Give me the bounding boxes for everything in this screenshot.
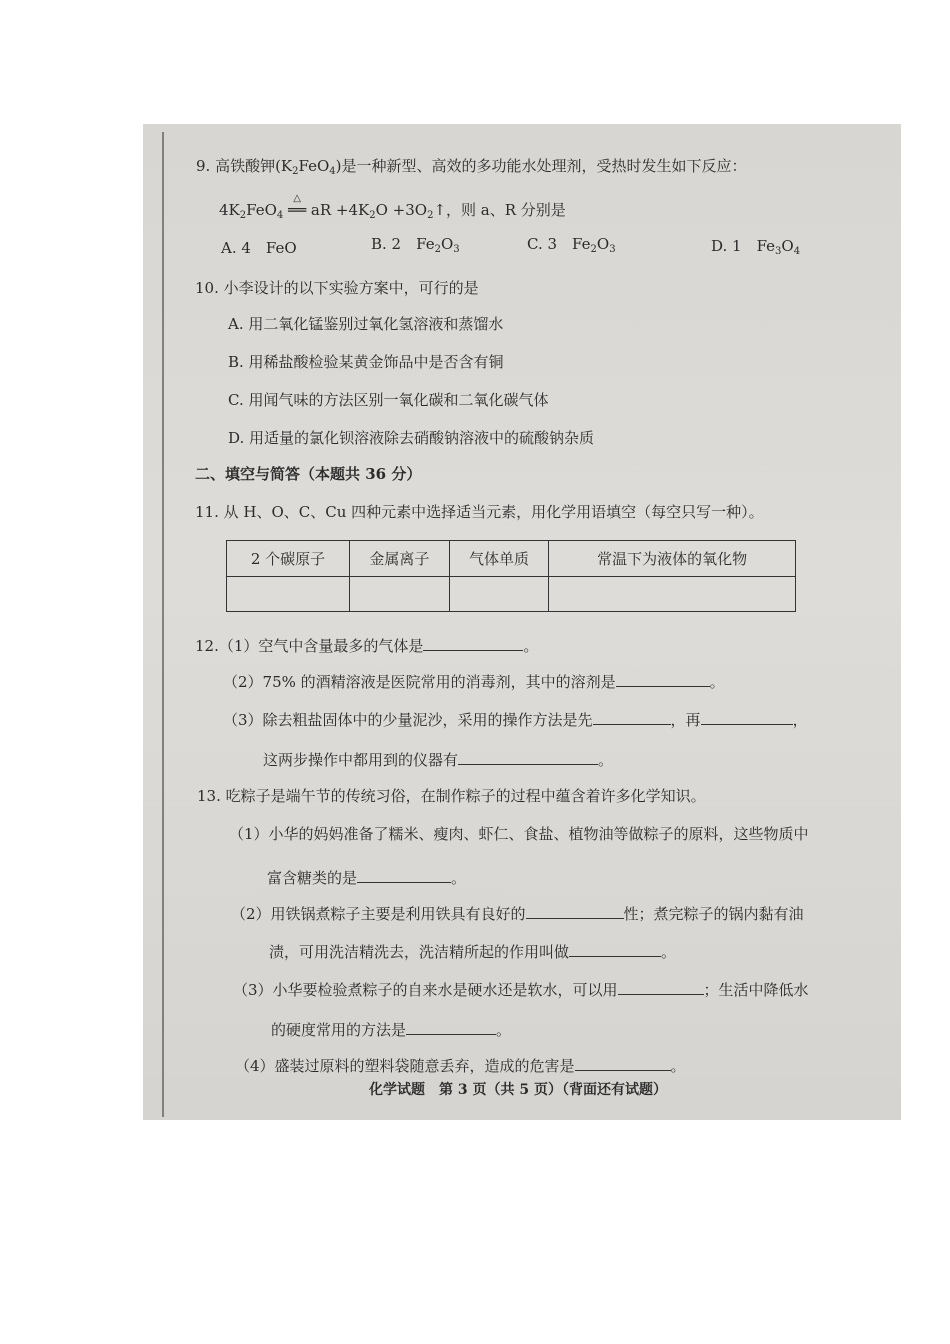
q10-stem: 10. 小李设计的以下实验方案中，可行的是 — [195, 279, 479, 297]
answer-blank[interactable] — [593, 710, 671, 725]
q13-part2-cont: 渍，可用洗洁精洗去，洗洁精所起的作用叫做 。 — [269, 943, 677, 961]
q9-stem: 9. 高铁酸钾$(K_2FeO_4)$是一种新型、高效的多功能水处理剂，受热时发生如下反应： — [196, 157, 747, 177]
q12-part3-cont: 这两步操作中都用到的仪器有 。 — [263, 751, 614, 769]
answer-blank[interactable] — [616, 672, 710, 687]
q9-option-b: B. 2 $Fe_2O_3$ — [371, 235, 460, 255]
q12-part3: （3）除去粗盐固体中的少量泥沙，采用的操作方法是先 ，再 ， — [223, 711, 808, 729]
q9-option-c: C. 3 $Fe_2O_3$ — [527, 235, 616, 255]
table-header-cell: 2 个碳原子 — [227, 541, 350, 577]
answer-blank[interactable] — [575, 1056, 671, 1071]
q13-stem: 13. 吃粽子是端午节的传统习俗，在制作粽子的过程中蕴含着许多化学知识。 — [197, 787, 706, 805]
exam-page-photo — [143, 124, 901, 1120]
q10-option-b: B. 用稀盐酸检验某黄金饰品中是否含有铜 — [228, 353, 504, 371]
answer-blank[interactable] — [526, 904, 624, 919]
q13-part3: （3）小华要检验煮粽子的自来水是硬水还是软水，可以用 ；生活中降低水 — [233, 981, 809, 999]
answer-blank[interactable] — [458, 750, 598, 765]
q11-stem: 11. 从 H、O、C、Cu 四种元素中选择适当元素，用化学用语填空（每空只写一种）。 — [195, 503, 764, 521]
q13-part1: （1）小华的妈妈准备了糯米、瘦肉、虾仁、食盐、植物油等做粽子的原料，这些物质中 — [229, 825, 809, 843]
answer-cell[interactable] — [350, 576, 450, 612]
q13-part1-cont: 富含糖类的是 。 — [267, 869, 467, 887]
heating-equals-sign: △ ══ — [288, 193, 307, 219]
q9-option-d: D. 1 $Fe_3O_4$ — [711, 237, 801, 257]
answer-cell[interactable] — [549, 576, 796, 612]
q13-part2: （2）用铁锅煮粽子主要是利用铁具有良好的 性；煮完粽子的锅内黏有油 — [231, 905, 804, 923]
q10-option-c: C. 用闻气味的方法区别一氧化碳和二氧化碳气体 — [228, 391, 549, 409]
table-answer-row — [227, 576, 796, 612]
table-header-row — [227, 541, 796, 577]
section-heading: 二、填空与简答（本题共 36 分） — [195, 465, 422, 483]
answer-cell[interactable] — [227, 576, 350, 612]
answer-cell[interactable] — [449, 576, 549, 612]
answer-blank[interactable] — [701, 710, 793, 725]
q13-part4: （4）盛装过原料的塑料袋随意丢弃，造成的危害是 。 — [235, 1057, 686, 1075]
answer-blank[interactable] — [357, 868, 451, 883]
answer-blank[interactable] — [569, 942, 661, 957]
q13-part3-cont: 的硬度常用的方法是 。 — [271, 1021, 512, 1039]
page-edge-shadow — [162, 132, 164, 1117]
q9-option-a: A. 4 FeO — [221, 239, 297, 257]
q12-part2: （2）75% 的酒精溶液是医院常用的消毒剂，其中的溶剂是 。 — [223, 673, 725, 691]
q10-option-a: A. 用二氧化锰鉴别过氧化氢溶液和蒸馏水 — [228, 315, 504, 333]
answer-blank[interactable] — [423, 636, 523, 651]
q11-answer-table — [226, 540, 796, 612]
answer-blank[interactable] — [406, 1020, 496, 1035]
table-header-cell: 金属离子 — [350, 541, 450, 577]
q12-part1: 12.（1）空气中含量最多的气体是 。 — [195, 637, 539, 655]
q9-equation: $4K_2FeO_4$ △ ══ aR $+4K_2O$ $+3O_2↑$，则 a、R 分别是 — [219, 193, 566, 221]
table-header-cell: 气体单质 — [449, 541, 549, 577]
page-footer: 化学试题 第 3 页（共 5 页）（背面还有试题） — [369, 1082, 667, 1098]
table-header-cell: 常温下为液体的氧化物 — [549, 541, 796, 577]
answer-blank[interactable] — [618, 980, 704, 995]
q10-option-d: D. 用适量的氯化钡溶液除去硝酸钠溶液中的硫酸钠杂质 — [228, 429, 595, 447]
